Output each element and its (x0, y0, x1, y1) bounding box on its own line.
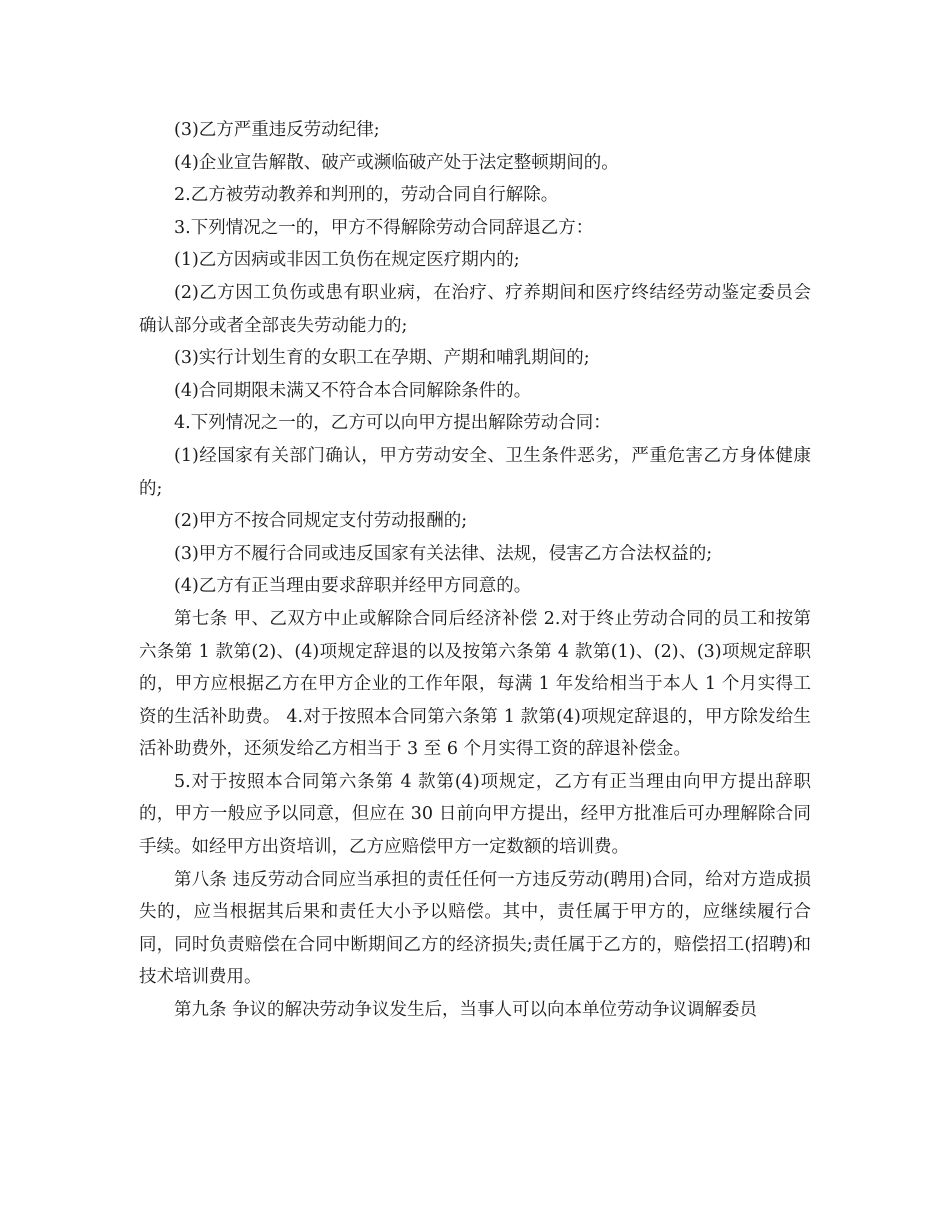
paragraph-article-7-item-5: 5.对于按照本合同第六条第 4 款第(4)项规定，乙方有正当理由向甲方提出辞职的，甲方一般应予以同意，但应在 30 日前向甲方提出，经甲方批准后可办理解除合同手续。如经甲方出资培训，乙方应赔偿甲方一定数额的培训费。 (139, 771, 811, 858)
paragraph-item-4-4: (4)乙方有正当理由要求辞职并经甲方同意的。 (174, 576, 532, 597)
paragraph-item-4-2: (2)甲方不按合同规定支付劳动报酬的; (174, 511, 468, 532)
paragraph-item-4: 4.下列情况之一的，乙方可以向甲方提出解除劳动合同： (174, 413, 611, 434)
document-body (139, 114, 811, 1027)
paragraph-item-3-4: (4)合同期限未满又不符合本合同解除条件的。 (174, 380, 532, 401)
paragraph-item-3: 3.下列情况之一的，甲方不得解除劳动合同辞退乙方： (174, 217, 594, 238)
paragraph-item-3-2: (2)乙方因工负伤或患有职业病，在治疗、疗养期间和医疗终结经劳动鉴定委员会确认部分或者全部丧失劳动能力的; (139, 282, 811, 336)
paragraph-item-2: 2.乙方被劳动教养和判刑的，劳动合同自行解除。 (174, 185, 559, 206)
paragraph-clause-3-4: (4)企业宣告解散、破产或濒临破产处于法定整顿期间的。 (174, 152, 619, 173)
paragraph-item-3-1: (1)乙方因病或非因工负伤在规定医疗期内的; (174, 250, 520, 271)
paragraph-item-3-3: (3)实行计划生育的女职工在孕期、产期和哺乳期间的; (174, 348, 590, 369)
paragraph-clause-3-3: (3)乙方严重违反劳动纪律; (174, 120, 380, 140)
paragraph-article-7: 第七条 甲、乙双方中止或解除合同后经济补偿 2.对于终止劳动合同的员工和按第六条第 1 款第(2)、(4)项规定辞退的以及按第六条第 4 款第(1)、(2)、(3)项规定辞职的，甲方应根据乙方在甲方企业的工作年限，每满 1 年发给相当于本人 1 个月实得工资的生活补助费。 4.对于按照本合同第六条第 1 款第(4)项规定辞退的，甲方除发给生活补助费外，还须发给乙方相当于 3 至 6 个月实得工资的辞退补偿金。 (139, 608, 811, 760)
paragraph-item-4-3: (3)甲方不履行合同或违反国家有关法律、法规，侵害乙方合法权益的; (174, 543, 713, 564)
paragraph-article-8: 第八条 违反劳动合同应当承担的责任任何一方违反劳动(聘用)合同，给对方造成损失的，应当根据其后果和责任大小予以赔偿。其中，责任属于甲方的，应继续履行合同，同时负责赔偿在合同中断期间乙方的经济损失;责任属于乙方的，赔偿招工(招聘)和技术培训费用。 (139, 869, 811, 988)
paragraph-article-9: 第九条 争议的解决劳动争议发生后，当事人可以向本单位劳动争议调解委员 (174, 1000, 758, 1021)
paragraph-item-4-1: (1)经国家有关部门确认，甲方劳动安全、卫生条件恶劣，严重危害乙方身体健康的; (139, 445, 811, 499)
